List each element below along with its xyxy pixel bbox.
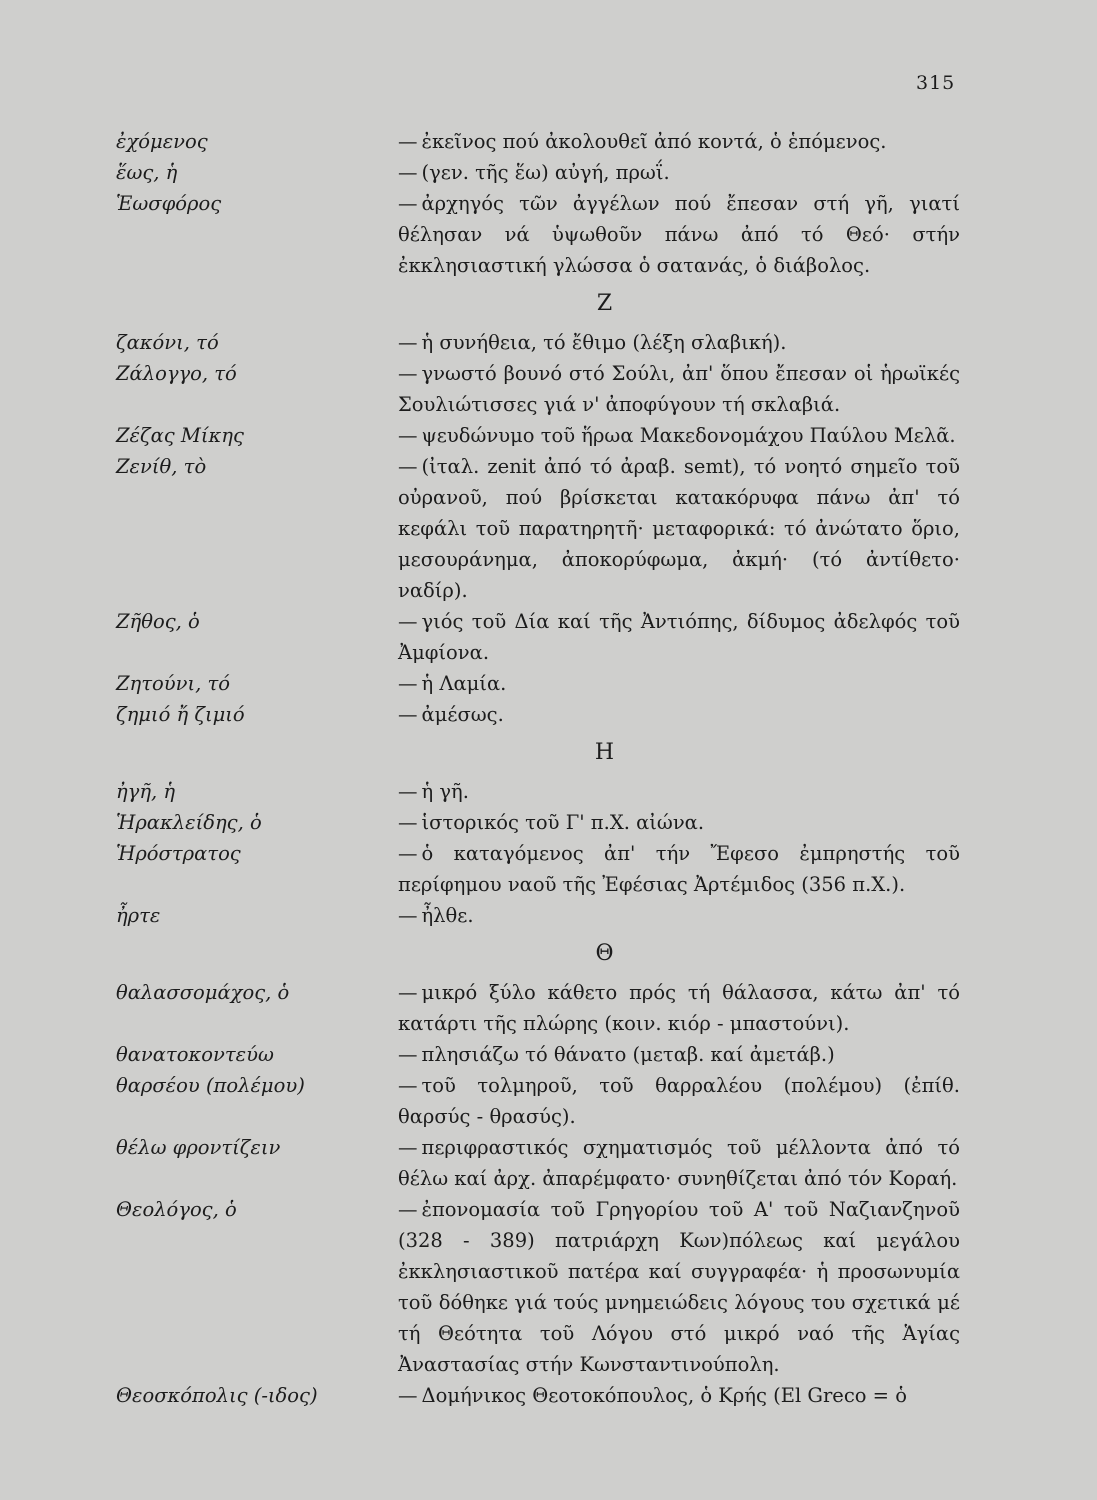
entry-row: [0, 358, 1097, 420]
entry-term: Ζάλογγο, τό: [116, 362, 237, 385]
section-letter: Θ: [595, 941, 614, 966]
definition-text: ἡ γῆ.: [421, 780, 469, 803]
entry-definition: [398, 420, 960, 451]
entry-row: [0, 126, 1097, 157]
entry-definition: [398, 157, 960, 188]
entry-term: ἦρτε: [116, 904, 161, 927]
em-dash: —: [398, 1198, 418, 1221]
entry-row: [0, 188, 1097, 281]
entry-definition: [398, 1039, 960, 1070]
entry-row: [0, 1039, 1097, 1070]
definition-text: πλησιάζω τό θάνατο (μεταβ. καί ἀμετάβ.): [421, 1043, 835, 1066]
entry-row: [0, 1194, 1097, 1380]
em-dash: —: [398, 424, 418, 447]
em-dash: —: [398, 904, 418, 927]
entry-definition: [398, 977, 960, 1039]
entry-row: [0, 1132, 1097, 1194]
entry-term: θαλασσομάχος, ὁ: [116, 981, 290, 1004]
entry-definition: [398, 1380, 960, 1411]
em-dash: —: [398, 811, 418, 834]
entry-row: [0, 807, 1097, 838]
em-dash: —: [398, 331, 418, 354]
entry-row: [0, 606, 1097, 668]
definition-text: γιός τοῦ Δία καί τῆς Ἀντιόπης, δίδυμος ἀδελφός τοῦ Ἀμφίονα.: [398, 610, 960, 664]
em-dash: —: [398, 1136, 418, 1159]
em-dash: —: [398, 703, 418, 726]
em-dash: —: [398, 1384, 418, 1407]
definition-text: ἐπονομασία τοῦ Γρηγορίου τοῦ Α' τοῦ Ναζιανζηνοῦ (328 - 389) πατριάρχη Κων)πόλεως καί μεγάλου ἐκκλησιαστικοῦ πατέρα καί συγγραφέα· ἡ προσωνυμία τοῦ δόθηκε γιά τούς μνημειώδεις λόγους του σχετικά μέ τή Θεότητα τοῦ Λόγου στό μικρό ναό τῆς Ἁγίας Ἀναστασίας στήν Κωνσταντινούπολη.: [398, 1198, 960, 1376]
definition-text: (γεν. τῆς ἕω) αὐγή, πρωΐ.: [421, 161, 670, 184]
definition-text: ψευδώνυμο τοῦ ἥρωα Μακεδονομάχου Παύλου Μελᾶ.: [421, 424, 956, 447]
entry-term: θέλω φροντίζειν: [116, 1136, 281, 1159]
entry-term: ζακόνι, τό: [116, 331, 219, 354]
entry-row: [0, 838, 1097, 900]
section-letter: Ζ: [596, 291, 613, 316]
em-dash: —: [398, 780, 418, 803]
definition-text: περιφραστικός σχηματισμός τοῦ μέλλοντα ἀπό τό θέλω καί ἀρχ. ἀπαρέμφατο· συνηθίζεται ἀπό τόν Κοραή.: [398, 1136, 960, 1190]
dictionary-entries: [0, 126, 1097, 1411]
definition-text: ὁ καταγόμενος ἀπ' τήν Ἔφεσο ἐμπρηστής τοῦ περίφημου ναοῦ τῆς Ἐφέσιας Ἀρτέμιδος (356 π.Χ.).: [398, 842, 960, 896]
entry-row: [0, 157, 1097, 188]
entry-definition: [398, 451, 960, 606]
entry-term: Ζητούνι, τό: [116, 672, 231, 695]
entry-term: Θεοσκόπολις (-ιδος): [116, 1384, 318, 1407]
entry-term: Ἡρακλείδης, ὁ: [116, 811, 262, 834]
entry-row: [0, 900, 1097, 931]
entry-row: [0, 776, 1097, 807]
definition-text: γνωστό βουνό στό Σούλι, ἀπ' ὅπου ἔπεσαν οἱ ἡρωϊκές Σουλιώτισσες γιά ν' ἀποφύγουν τή σκλαβιά.: [398, 362, 960, 416]
entry-term: θαρσέου (πολέμου): [116, 1074, 305, 1097]
entry-definition: [398, 900, 960, 931]
entry-row: [0, 977, 1097, 1039]
em-dash: —: [398, 1074, 418, 1097]
em-dash: —: [398, 130, 418, 153]
entry-row: [0, 327, 1097, 358]
definition-text: (ἰταλ. zenit ἀπό τό ἀραβ. semt), τό νοητό σημεῖο τοῦ οὐρανοῦ, πού βρίσκεται κατακόρυφα πάνω ἀπ' τό κεφάλι τοῦ παρατηρητῆ· μεταφορικά: τό ἀνώτατο ὅριο, μεσουράνημα, ἀποκορύφωμα, ἀκμή· (τό ἀντίθετο· ναδίρ).: [398, 455, 960, 602]
entry-term: Ζῆθος, ὁ: [116, 610, 200, 633]
page-number: 315: [916, 72, 956, 94]
entry-definition: [398, 358, 960, 420]
em-dash: —: [398, 362, 418, 385]
entry-definition: [398, 1132, 960, 1194]
definition-text: ἡ Λαμία.: [421, 672, 507, 695]
definition-text: ἦλθε.: [421, 904, 474, 927]
entry-definition: [398, 807, 960, 838]
em-dash: —: [398, 1043, 418, 1066]
entry-definition: [398, 699, 960, 730]
entry-definition: [398, 838, 960, 900]
definition-text: ἱστορικός τοῦ Γ' π.Χ. αἰώνα.: [421, 811, 705, 834]
entry-row: [0, 699, 1097, 730]
entry-term: Ἡρόστρατος: [116, 842, 241, 865]
entry-term: ζημιό ἤ ζιμιό: [116, 703, 245, 726]
definition-text: ἐκεῖνος πού ἀκολουθεῖ ἀπό κοντά, ὁ ἑπόμενος.: [421, 130, 887, 153]
entry-term: Ἑωσφόρος: [116, 192, 222, 215]
definition-text: ἡ συνήθεια, τό ἔθιμο (λέξη σλαβική).: [421, 331, 787, 354]
definition-text: ἀμέσως.: [421, 703, 504, 726]
em-dash: —: [398, 672, 418, 695]
entry-term: Ζέζας Μίκης: [116, 424, 244, 447]
em-dash: —: [398, 981, 418, 1004]
entry-definition: [398, 1194, 960, 1380]
section-letter: Η: [594, 740, 615, 765]
em-dash: —: [398, 842, 418, 865]
entry-row: [0, 420, 1097, 451]
entry-definition: [398, 606, 960, 668]
entry-definition: [398, 188, 960, 281]
entry-definition: [398, 327, 960, 358]
definition-text: μικρό ξύλο κάθετο πρός τή θάλασσα, κάτω ἀπ' τό κατάρτι τῆς πλώρης (κοιν. κιόρ - μπαστούνι).: [398, 981, 960, 1035]
entry-row: [0, 1380, 1097, 1411]
entry-row: [0, 1070, 1097, 1132]
entry-definition: [398, 1070, 960, 1132]
em-dash: —: [398, 192, 418, 215]
entry-term: ἕως, ἡ: [116, 161, 178, 184]
entry-term: θανατοκοντεύω: [116, 1043, 274, 1066]
entry-row: [0, 668, 1097, 699]
entry-definition: [398, 776, 960, 807]
entry-term: Ζενίθ, τὸ: [116, 455, 207, 478]
em-dash: —: [398, 161, 418, 184]
definition-text: ἀρχηγός τῶν ἀγγέλων πού ἔπεσαν στή γῆ, γιατί θέλησαν νά ὑψωθοῦν πάνω ἀπό τό Θεό· στήν ἐκκλησιαστική γλώσσα ὁ σατανάς, ὁ διάβολος.: [398, 192, 960, 277]
entry-definition: [398, 126, 960, 157]
definition-text: τοῦ τολμηροῦ, τοῦ θαρραλέου (πολέμου) (ἐπίθ. θαρσύς - θρασύς).: [398, 1074, 960, 1128]
em-dash: —: [398, 610, 418, 633]
em-dash: —: [398, 455, 418, 478]
entry-term: ἐχόμενος: [116, 130, 208, 153]
entry-definition: [398, 668, 960, 699]
definition-text: Δομήνικος Θεοτοκόπουλος, ὁ Κρής (El Greco = ὁ: [421, 1384, 907, 1407]
entry-term: ἠγῆ, ἡ: [116, 780, 176, 803]
entry-term: Θεολόγος, ὁ: [116, 1198, 237, 1221]
entry-row: [0, 451, 1097, 606]
